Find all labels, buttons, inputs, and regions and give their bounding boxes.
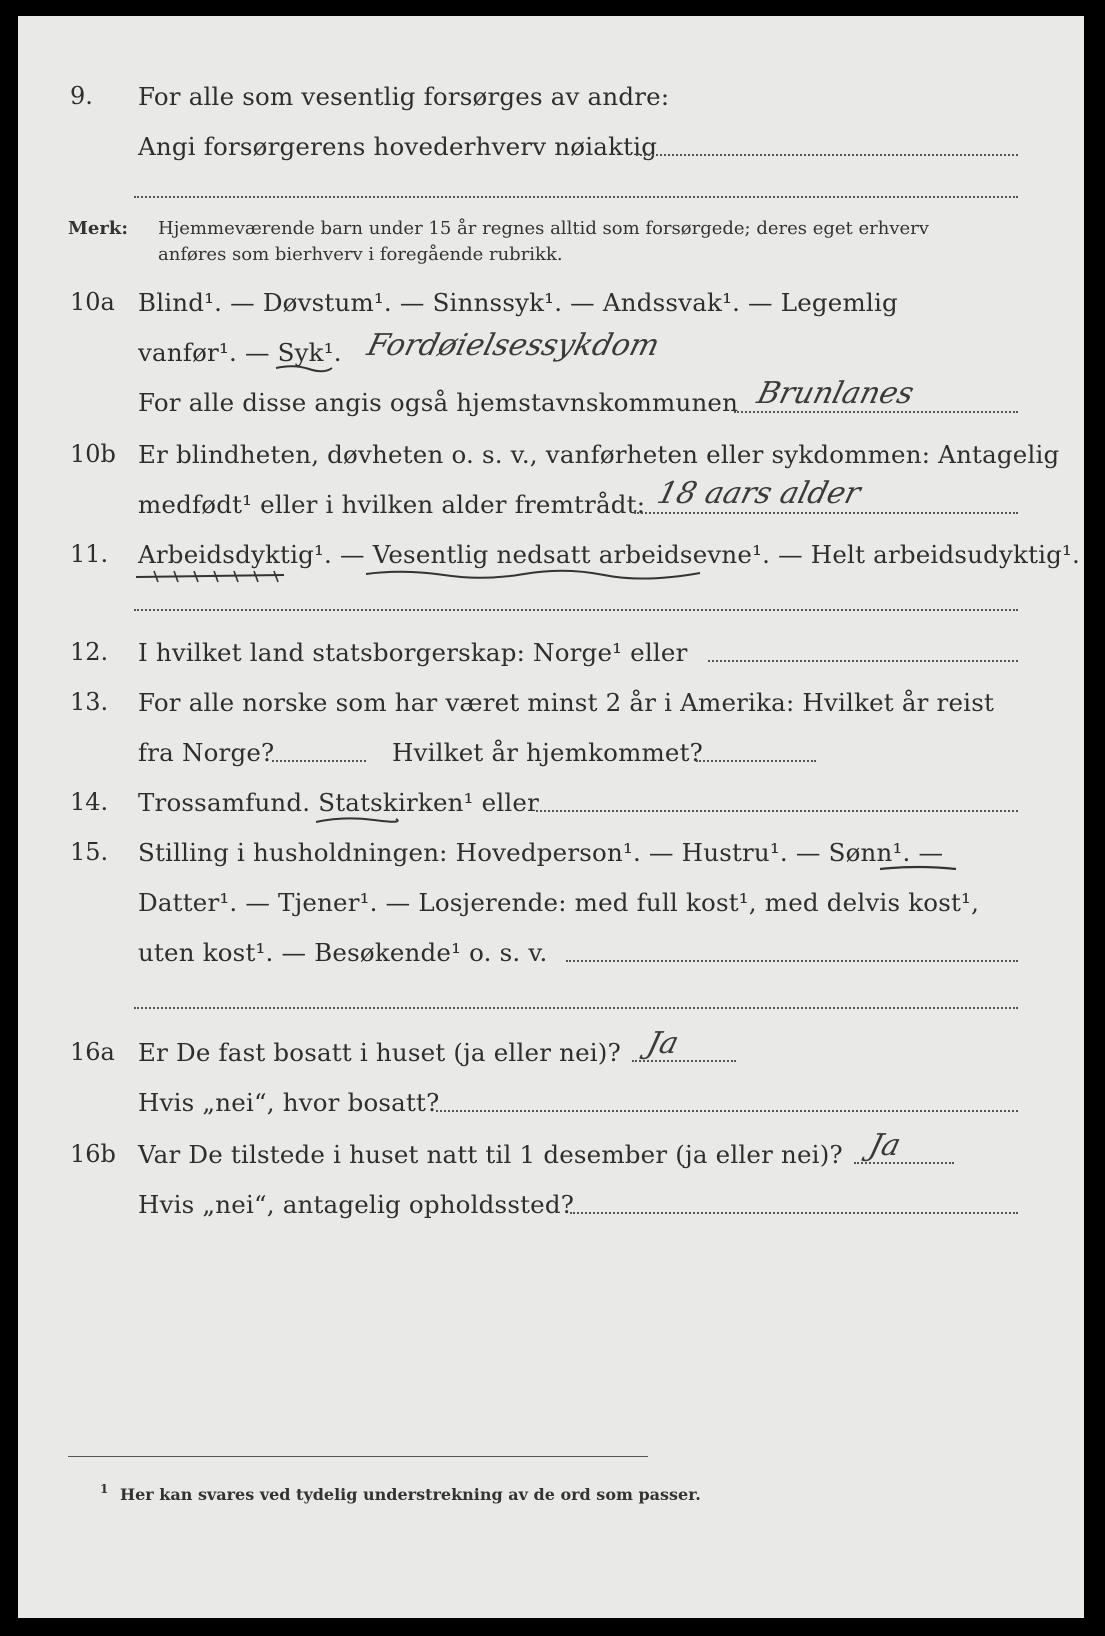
question-text: Stilling i husholdningen: Hovedperson¹. — Hustru¹. — Sønn¹. — xyxy=(138,838,944,867)
question-text: Er De fast bosatt i huset (ja eller nei)? xyxy=(138,1038,621,1067)
handwritten-answer: Ja xyxy=(865,1128,905,1163)
answer-line[interactable] xyxy=(734,411,1018,413)
underline-mark xyxy=(878,864,958,874)
footnote-rule xyxy=(68,1456,648,1457)
census-form-page xyxy=(18,16,1084,1618)
answer-line[interactable] xyxy=(570,1212,1018,1214)
answer-line[interactable] xyxy=(636,154,1018,156)
handwritten-answer: Ja xyxy=(643,1026,683,1061)
question-number: 12. xyxy=(70,638,109,666)
handwritten-answer: Brunlanes xyxy=(753,376,918,411)
question-number: 14. xyxy=(70,788,109,816)
question-number: 10b xyxy=(70,440,116,468)
answer-line[interactable] xyxy=(708,660,1018,662)
answer-line[interactable] xyxy=(566,960,1018,962)
question-text: For alle som vesentlig forsørges av andre: xyxy=(138,82,670,111)
underline-mark xyxy=(274,362,334,374)
question-number: 16b xyxy=(70,1140,116,1168)
underline-mark xyxy=(364,568,704,580)
question-text: Blind¹. — Døvstum¹. — Sinnssyk¹. — Andssvak¹. — Legemlig xyxy=(138,288,898,317)
handwritten-answer: 18 aars alder xyxy=(653,476,864,511)
question-text: Trossamfund. Statskirken¹ eller xyxy=(138,788,540,817)
answer-line[interactable] xyxy=(134,1007,1018,1009)
question-text: Datter¹. — Tjener¹. — Losjerende: med full kost¹, med delvis kost¹, xyxy=(138,888,980,917)
question-text: For alle disse angis også hjemstavnskommunen xyxy=(138,388,739,417)
question-number: 9. xyxy=(70,82,93,110)
note-text: Hjemmeværende barn under 15 år regnes alltid som forsørgede; deres eget erhverv xyxy=(158,218,929,239)
footnote-text: Her kan svares ved tydelig understrekning av de ord som passer. xyxy=(120,1485,701,1504)
strike-mark xyxy=(134,568,294,584)
answer-line[interactable] xyxy=(134,196,1018,198)
answer-line[interactable] xyxy=(634,512,1018,514)
question-number: 11. xyxy=(70,540,109,568)
note-label: Merk: xyxy=(68,218,128,239)
underline-mark xyxy=(314,814,398,826)
question-text: Hvilket år hjemkommet? xyxy=(392,738,704,767)
question-number: 15. xyxy=(70,838,109,866)
answer-line[interactable] xyxy=(272,760,366,762)
question-text: vanfør¹. — Syk¹. xyxy=(138,338,342,367)
question-text: Hvis „nei“, antagelig opholdssted? xyxy=(138,1190,575,1219)
question-number: 13. xyxy=(70,688,109,716)
question-text: Arbeidsdyktig¹. — Vesentlig nedsatt arbeidsevne¹. — Helt arbeidsudyktig¹. xyxy=(138,540,1081,569)
note-text: anføres som bierhverv i foregående rubrikk. xyxy=(158,244,563,265)
question-text: uten kost¹. — Besøkende¹ o. s. v. xyxy=(138,938,548,967)
answer-line[interactable] xyxy=(134,609,1018,611)
answer-line[interactable] xyxy=(536,810,1018,812)
question-text: I hvilket land statsborgerskap: Norge¹ eller xyxy=(138,638,688,667)
question-text: Var De tilstede i huset natt til 1 desember (ja eller nei)? xyxy=(138,1140,843,1169)
question-text: Angi forsørgerens hovederhverv nøiaktig xyxy=(138,132,658,161)
answer-line[interactable] xyxy=(696,760,816,762)
question-text: Hvis „nei“, hvor bosatt? xyxy=(138,1088,440,1117)
answer-line[interactable] xyxy=(436,1110,1018,1112)
question-text: medfødt¹ eller i hvilken alder fremtrådt: xyxy=(138,490,646,519)
footnote-mark: 1 xyxy=(100,1482,109,1496)
question-text: For alle norske som har været minst 2 år i Amerika: Hvilket år reist xyxy=(138,688,995,717)
question-number: 10a xyxy=(70,288,115,316)
question-number: 16a xyxy=(70,1038,115,1066)
question-text: Er blindheten, døvheten o. s. v., vanførheten eller sykdommen: Antagelig xyxy=(138,440,1060,469)
handwritten-answer: Fordøielsessykdom xyxy=(363,328,663,363)
question-text: fra Norge? xyxy=(138,738,275,767)
